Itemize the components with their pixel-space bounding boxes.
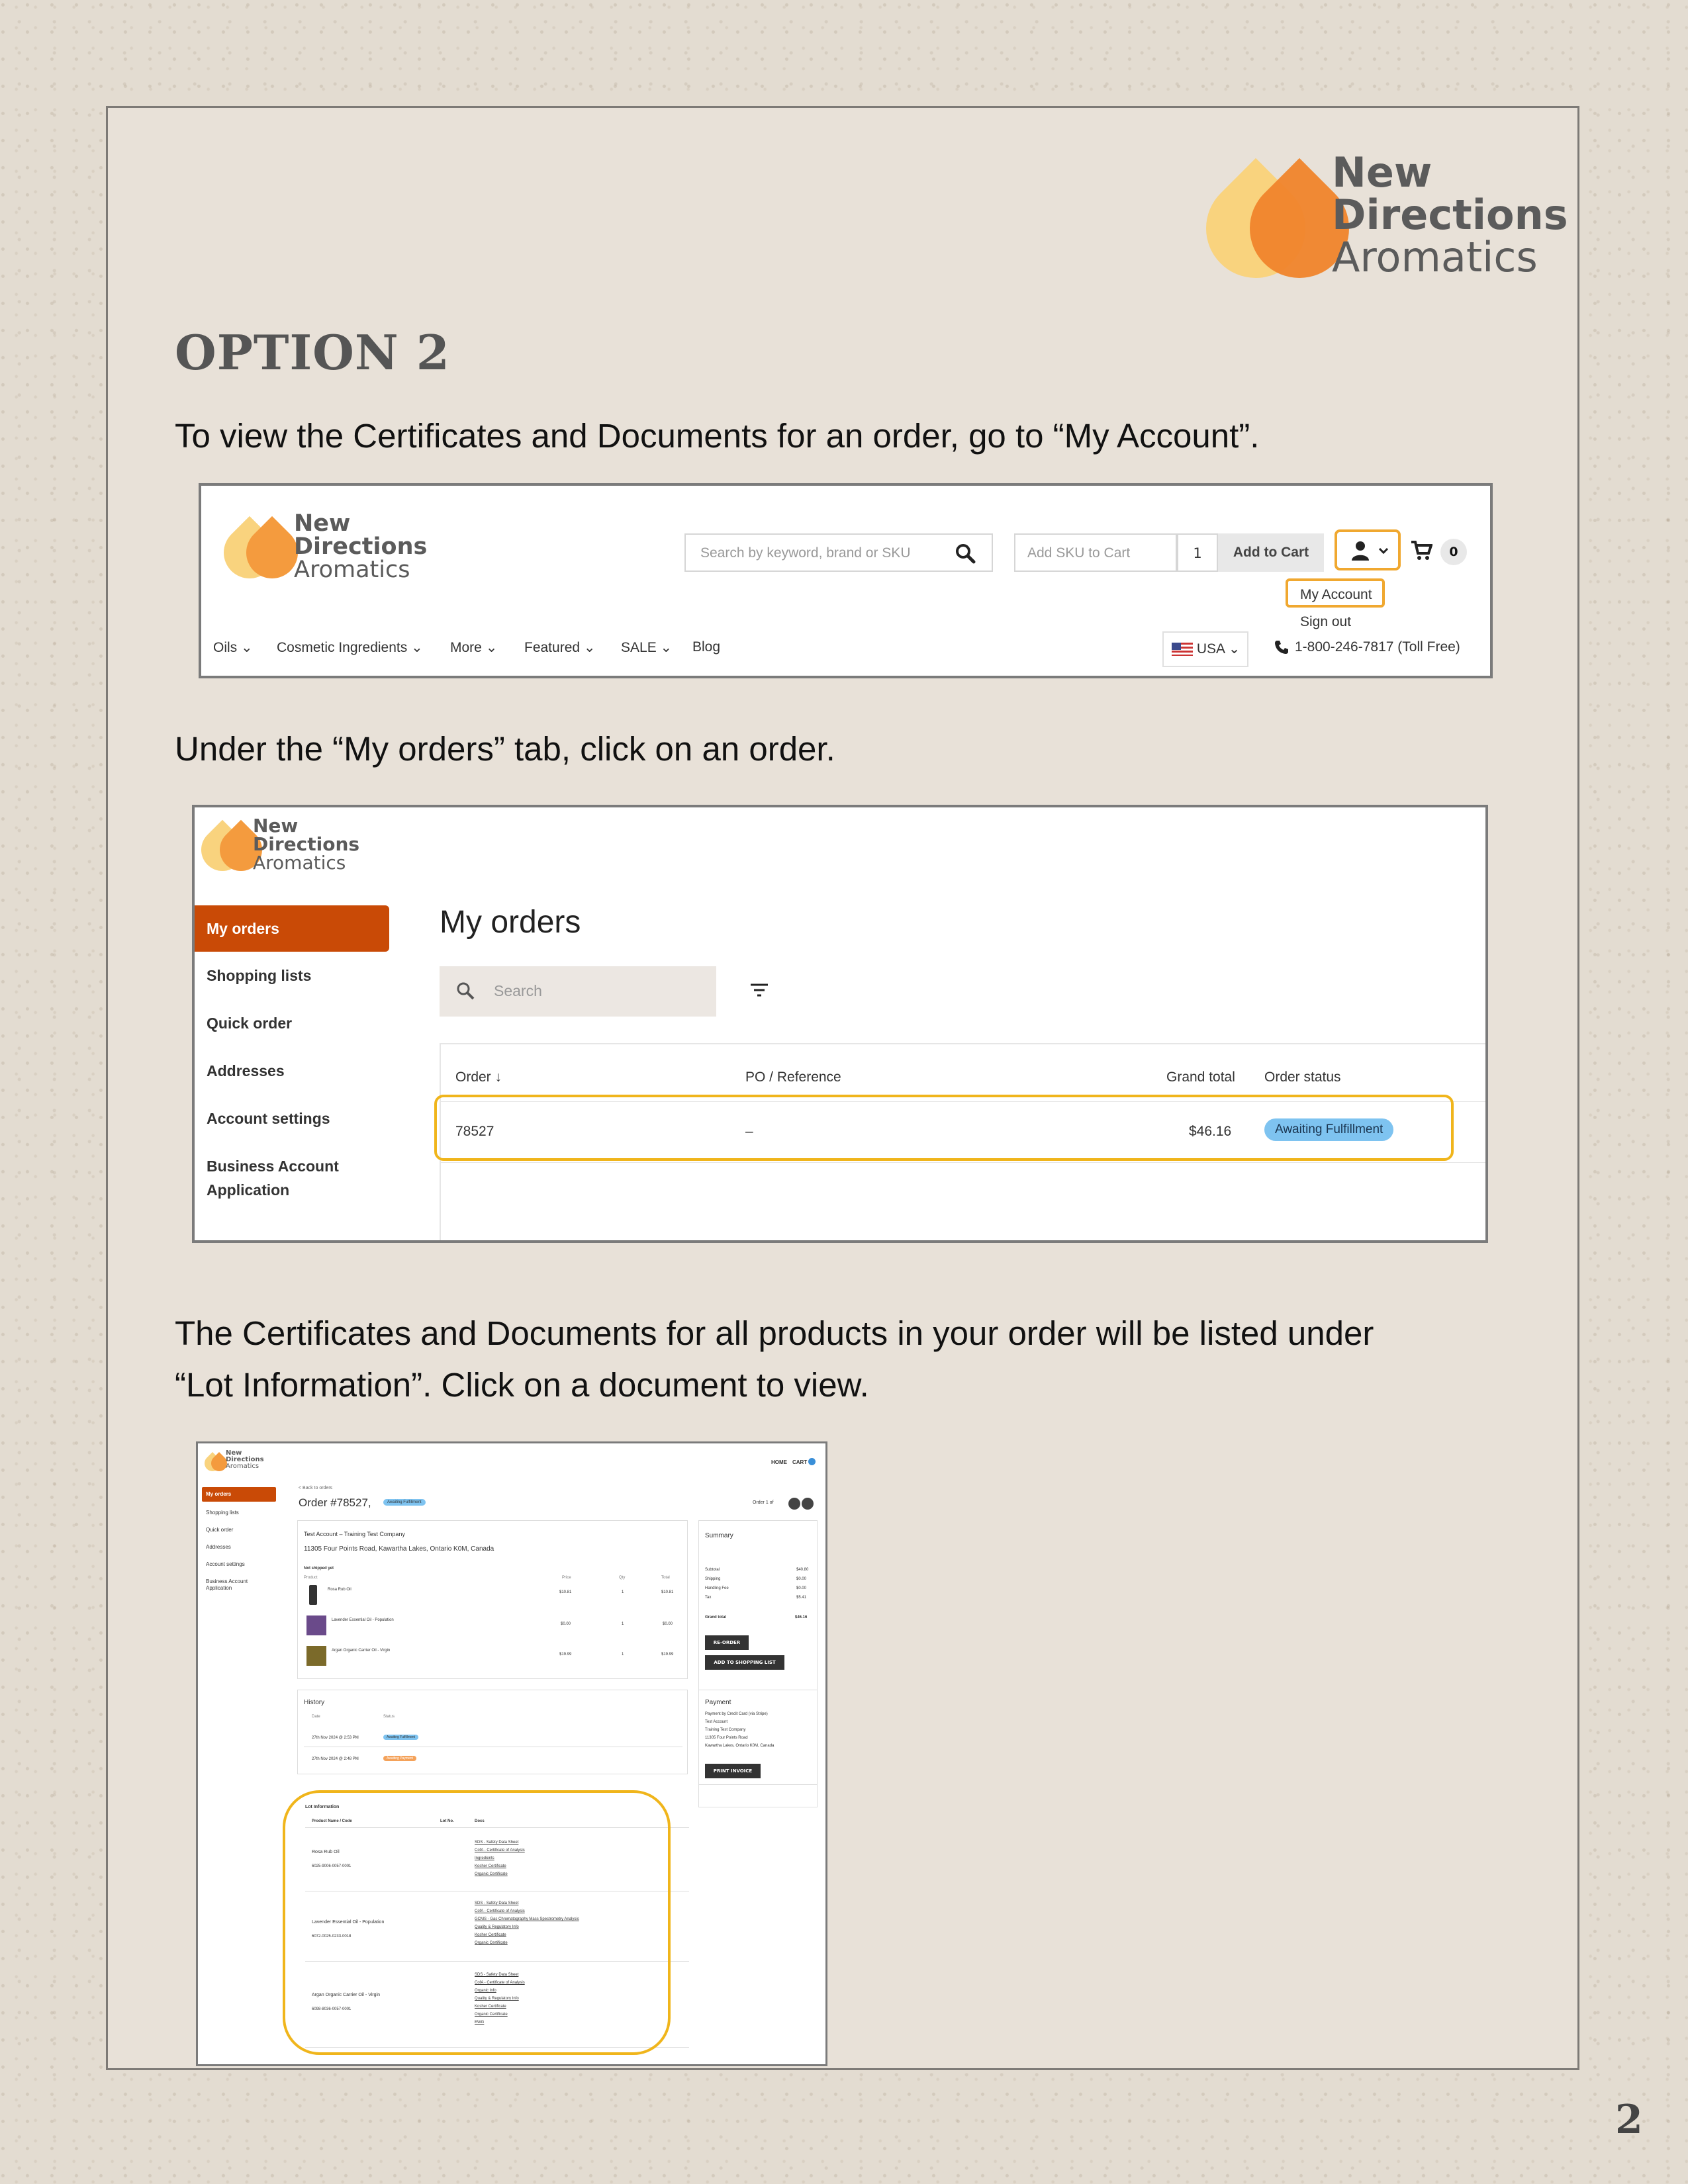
item-qty: 1	[622, 1622, 624, 1626]
items-col-total: Total	[661, 1576, 670, 1580]
doc-link[interactable]: CofA - Certificate of Analysis	[475, 1848, 525, 1852]
order-detail-screenshot	[196, 1441, 827, 2066]
col-grand-total: Grand total	[1166, 1069, 1235, 1085]
history-status-badge: Awaiting Payment	[383, 1756, 416, 1761]
col-order[interactable]: Order ↓	[455, 1069, 502, 1085]
cart-count-badge: 0	[1440, 539, 1467, 565]
search-input[interactable]: Search by keyword, brand or SKU	[684, 533, 993, 572]
history-status-badge: Awaiting Fulfillment	[383, 1735, 418, 1740]
detail-sidebar-addresses[interactable]: Addresses	[206, 1544, 231, 1550]
payment-line: 11305 Four Points Road	[705, 1736, 748, 1740]
doc-link[interactable]: CofA - Certificate of Analysis	[475, 1981, 525, 1985]
logo-line3: Aromatics	[1332, 233, 1538, 281]
order-row-highlight	[434, 1095, 1454, 1161]
section-heading: OPTION 2	[175, 324, 450, 381]
lot-product-code: 6098-8036-0057-0001	[312, 2007, 352, 2011]
step1-text: To view the Certificates and Documents for an order, go to “My Account”.	[175, 417, 1260, 455]
step3-text-line1: The Certificates and Documents for all products in your order will be listed under	[175, 1314, 1374, 1352]
item-total: $19.99	[661, 1653, 674, 1657]
detail-logo-line3: Aromatics	[226, 1463, 259, 1470]
nav-featured-label: Featured	[524, 640, 581, 655]
lot-product-name: Argan Organic Carrier Oil - Virgin	[312, 1993, 380, 1997]
cart-icon[interactable]	[1410, 540, 1432, 561]
not-shipped-label: Not shipped yet	[304, 1567, 334, 1570]
my-account-link[interactable]: My Account	[1286, 578, 1385, 608]
account-button[interactable]	[1335, 529, 1401, 570]
orders-logo	[197, 814, 369, 880]
doc-link[interactable]: CofA - Certificate of Analysis	[475, 1909, 525, 1913]
detail-sidebar-my-orders: My orders	[206, 1491, 232, 1497]
doc-link[interactable]: Kosher Certificate	[475, 1864, 506, 1868]
us-flag-icon	[1172, 643, 1193, 656]
item-qty: 1	[622, 1590, 624, 1594]
payment-line: Test Account	[705, 1720, 728, 1724]
detail-sidebar-application[interactable]: Application	[206, 1585, 232, 1591]
col-order-status: Order status	[1264, 1069, 1341, 1085]
order-pager: Order 1 of	[753, 1500, 774, 1505]
item-total: $0.00	[663, 1622, 673, 1626]
filter-icon[interactable]	[749, 981, 769, 999]
orders-search-input[interactable]	[440, 966, 716, 1017]
summary-label: Subtotal	[705, 1568, 720, 1572]
nav-featured[interactable]: Featured ⌄	[524, 640, 596, 655]
doc-link[interactable]: Organic Certificate	[475, 2013, 508, 2017]
summary-value: $0.00	[796, 1577, 807, 1581]
nav-blog[interactable]: Blog	[692, 639, 721, 655]
doc-link[interactable]: GCMS - Gas Chromatography Mass Spectrometry Analysis	[475, 1917, 579, 1921]
quantity-input[interactable]: 1	[1177, 533, 1218, 572]
order-items-panel	[297, 1520, 688, 1679]
cart-link[interactable]: CART	[792, 1459, 808, 1465]
lot-col-docs: Docs	[475, 1819, 485, 1823]
history-panel	[297, 1690, 688, 1774]
step2-text: Under the “My orders” tab, click on an order.	[175, 730, 835, 768]
doc-link[interactable]: SDS - Safety Data Sheet	[475, 1901, 519, 1905]
history-col-status: Status	[383, 1715, 395, 1719]
page-number: 2	[1615, 2097, 1643, 2143]
search-placeholder: Search	[494, 982, 542, 999]
prev-order-button[interactable]	[788, 1498, 800, 1510]
user-icon	[1350, 540, 1370, 561]
address-line: 11305 Four Points Road, Kawartha Lakes, Ontario K0M, Canada	[304, 1545, 494, 1553]
payment-line: Training Test Company	[705, 1728, 746, 1732]
sidebar-item-shopping-lists[interactable]: Shopping lists	[207, 967, 312, 984]
history-date: 27th Nov 2024 @ 2:53 PM	[312, 1736, 359, 1740]
item-name[interactable]: Lavender Essential Oil - Population	[332, 1618, 394, 1622]
row-grand-total: $46.16	[1189, 1124, 1232, 1139]
item-price: $10.81	[559, 1590, 572, 1594]
detail-logo	[202, 1447, 268, 1474]
summary-label: Handling Fee	[705, 1586, 729, 1590]
back-to-orders-link[interactable]: < Back to orders	[299, 1486, 333, 1490]
account-line: Test Account – Training Test Company	[304, 1531, 405, 1537]
detail-logo-line1: New	[226, 1449, 242, 1457]
grand-total-value: $46.16	[795, 1615, 808, 1619]
search-icon	[455, 981, 475, 1001]
sku-input[interactable]: Add SKU to Cart	[1014, 533, 1177, 572]
phone-icon	[1274, 639, 1289, 655]
logo-line2: Directions	[1332, 191, 1568, 239]
lot-product-code: 6025-9006-0057-0001	[312, 1864, 352, 1868]
item-price: $19.99	[559, 1653, 572, 1657]
doc-link[interactable]: Organic Certificate	[475, 1941, 508, 1945]
doc-link[interactable]: SDS - Safety Data Sheet	[475, 1841, 519, 1844]
summary-title: Summary	[705, 1532, 733, 1539]
sidebar-my-orders-label: My orders	[207, 920, 279, 937]
items-col-product: Product	[304, 1576, 318, 1580]
home-link[interactable]: HOME	[771, 1459, 787, 1465]
doc-link[interactable]: Organic Certificate	[475, 1872, 508, 1876]
doc-link[interactable]: SDS - Safety Data Sheet	[475, 1973, 519, 1977]
lot-col-lot: Lot No.	[440, 1819, 454, 1823]
add-to-cart-button[interactable]: Add to Cart	[1218, 533, 1324, 572]
nav-more[interactable]: More ⌄	[450, 640, 498, 655]
print-invoice-button[interactable]: PRINT INVOICE	[705, 1764, 761, 1778]
row-po: –	[745, 1124, 753, 1139]
brand-logo	[1192, 148, 1568, 281]
orders-screenshot	[192, 805, 1488, 1243]
row-order-number[interactable]: 78527	[455, 1124, 494, 1139]
lot-product-code: 6072-0025-0233-0018	[312, 1934, 352, 1938]
nav-sale[interactable]: SALE ⌄	[621, 640, 673, 655]
summary-value: $40.80	[796, 1568, 809, 1572]
header-logo	[220, 512, 432, 585]
nav-cosmetic-ingredients[interactable]: Cosmetic Ingredients ⌄	[277, 640, 423, 655]
cart-dot-icon	[808, 1458, 816, 1465]
step3-text-line2: “Lot Information”. Click on a document to view.	[175, 1366, 869, 1404]
lot-information-title: Lot Information	[305, 1805, 340, 1809]
sidebar-item-quick-order[interactable]: Quick order	[207, 1015, 293, 1032]
nav-oils-label: Oils	[213, 640, 238, 655]
orders-logo-line3: Aromatics	[253, 852, 346, 874]
doc-link[interactable]: Quality & Regulatory Info	[475, 1925, 519, 1929]
lot-information-highlight	[283, 1790, 671, 2055]
payment-line: Payment by Credit Card (via Stripe)	[705, 1712, 768, 1716]
nav-more-label: More	[450, 640, 482, 655]
sign-out-link[interactable]: Sign out	[1300, 614, 1352, 629]
nav-sale-label: SALE	[621, 640, 657, 655]
sidebar-item-account-settings[interactable]: Account settings	[207, 1110, 330, 1127]
next-order-button[interactable]	[802, 1498, 814, 1510]
item-qty: 1	[622, 1653, 624, 1657]
lot-product-name: Lavender Essential Oil - Population	[312, 1920, 385, 1925]
item-price: $0.00	[561, 1622, 571, 1626]
item-name[interactable]: Argan Organic Carrier Oil - Virgin	[332, 1649, 391, 1653]
summary-value: $5.41	[796, 1596, 807, 1600]
history-title: History	[304, 1699, 325, 1706]
reorder-button[interactable]: RE-ORDER	[705, 1635, 749, 1650]
item-thumbnail	[306, 1615, 326, 1635]
order-status-badge: Awaiting Fulfillment	[383, 1499, 426, 1506]
logo-line1: New	[1332, 148, 1432, 197]
search-icon[interactable]	[955, 543, 976, 564]
sidebar-item-application[interactable]: Application	[207, 1181, 290, 1199]
doc-link[interactable]: Organic Info	[475, 1989, 496, 1993]
summary-label: Tax	[705, 1596, 712, 1600]
items-col-price: Price	[562, 1576, 571, 1580]
nav-oils[interactable]: Oils ⌄	[213, 640, 253, 655]
header-logo-line1: New	[294, 510, 351, 537]
payment-panel	[698, 1690, 818, 1807]
lot-product-name: Rosa Rub Oil	[312, 1850, 340, 1854]
detail-sidebar-business-account[interactable]: Business Account	[206, 1578, 248, 1584]
region-selector[interactable]: USA ⌄	[1162, 631, 1248, 667]
item-total: $10.81	[661, 1590, 674, 1594]
grand-total-label: Grand total	[705, 1615, 727, 1619]
doc-link[interactable]: Kosher Certificate	[475, 2005, 506, 2009]
items-col-qty: Qty	[619, 1576, 626, 1580]
history-col-date: Date	[312, 1715, 320, 1719]
region-label: USA	[1196, 641, 1225, 657]
nav-cosmetic-label: Cosmetic Ingredients	[277, 640, 408, 655]
doc-link[interactable]: Ingredients	[475, 1856, 494, 1860]
summary-value: $0.00	[796, 1586, 807, 1590]
sidebar-item-business-account[interactable]: Business Account	[207, 1158, 339, 1175]
order-title: Order #78527,	[299, 1496, 371, 1509]
header-logo-line2: Directions	[294, 533, 428, 560]
item-thumbnail	[309, 1585, 317, 1605]
detail-logo-line2: Directions	[226, 1456, 264, 1463]
payment-title: Payment	[705, 1699, 731, 1706]
history-date: 27th Nov 2024 @ 2:48 PM	[312, 1757, 359, 1761]
detail-sidebar-shopping-lists[interactable]: Shopping lists	[206, 1510, 239, 1516]
add-to-shopping-list-button[interactable]: ADD TO SHOPPING LIST	[705, 1655, 784, 1670]
page-title: My orders	[440, 905, 581, 940]
detail-sidebar-quick-order[interactable]: Quick order	[206, 1527, 234, 1533]
lot-col-product: Product Name / Code	[312, 1819, 352, 1823]
doc-link[interactable]: Quality & Regulatory Info	[475, 1997, 519, 2001]
orders-logo-line1: New	[253, 815, 299, 837]
doc-link[interactable]: EWG	[475, 2021, 485, 2025]
doc-link[interactable]: Kosher Certificate	[475, 1933, 506, 1937]
sidebar-item-addresses[interactable]: Addresses	[207, 1062, 285, 1079]
header-logo-line3: Aromatics	[294, 557, 410, 583]
account-dropdown	[1286, 578, 1398, 642]
phone-number[interactable]: 1-800-246-7817 (Toll Free)	[1295, 639, 1460, 655]
chevron-down-icon	[1378, 547, 1389, 555]
item-name[interactable]: Rosa Rub Oil	[328, 1588, 352, 1592]
payment-line: Kawartha Lakes, Ontario K0M, Canada	[705, 1744, 774, 1748]
detail-sidebar-account-settings[interactable]: Account settings	[206, 1561, 245, 1567]
status-badge: Awaiting Fulfillment	[1264, 1118, 1393, 1141]
col-po: PO / Reference	[745, 1069, 841, 1085]
summary-label: Shipping	[705, 1577, 721, 1581]
item-thumbnail	[306, 1646, 326, 1666]
header-screenshot	[199, 483, 1493, 678]
orders-logo-line2: Directions	[253, 833, 360, 855]
